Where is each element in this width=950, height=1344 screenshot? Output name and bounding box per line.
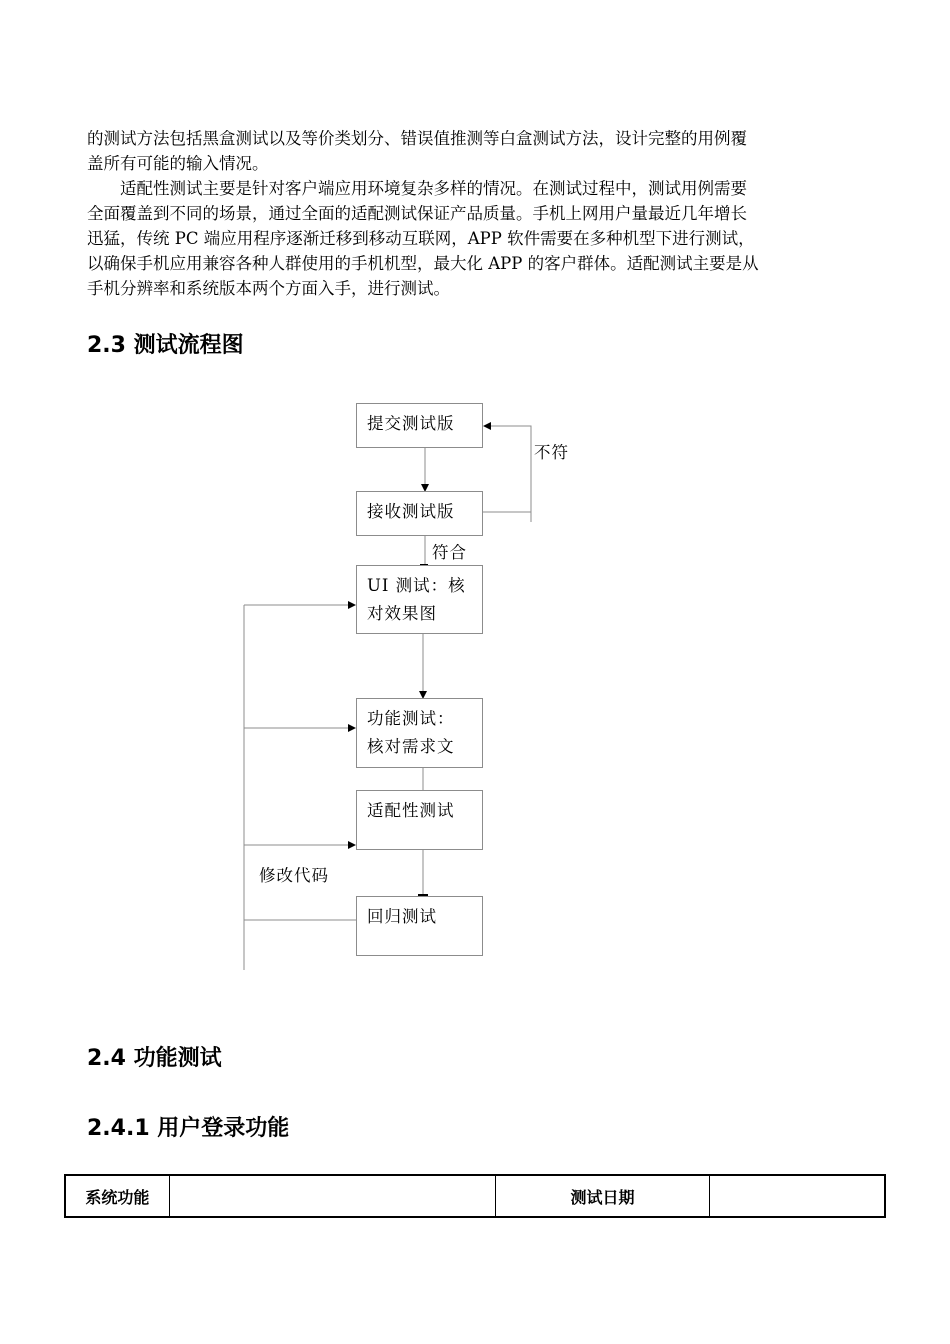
text-line: 盖所有可能的输入情况。 — [87, 154, 269, 173]
arrow-reject-loop — [483, 426, 531, 512]
text-line: 迅猛，传统 PC 端应用程序逐渐迁移到移动互联网，APP 软件需要在多种机型下进行测试， — [87, 229, 755, 248]
flow-label-fix-code: 修改代码 — [259, 866, 329, 885]
flow-box-label: 回归测试 — [367, 907, 437, 926]
flow-box-label: 核对需求文 — [367, 737, 455, 756]
flow-box-adapt-test — [356, 790, 483, 850]
flow-label-reject: 不符 — [534, 443, 569, 462]
flow-box-receive — [356, 491, 483, 536]
flow-box-regression-test — [356, 896, 483, 956]
flow-box-label: 提交测试版 — [367, 414, 455, 433]
flow-box-function-test — [356, 698, 483, 768]
text-line: 以确保手机应用兼容各种人群使用的手机机型，最大化 APP 的客户群体。适配测试主要是从 — [87, 254, 759, 273]
flow-box-label: 功能测试： — [367, 709, 455, 728]
flow-box-label: 接收测试版 — [367, 502, 455, 521]
flow-box-ui-test — [356, 565, 483, 634]
cell-test-date-label: 测试日期 — [496, 1175, 709, 1217]
section-heading-2-4: 2.4 功能测试 — [87, 1046, 222, 1071]
section-heading-2-3: 2.3 测试流程图 — [87, 333, 244, 358]
table-row — [65, 1175, 885, 1217]
flow-box-label: 对效果图 — [367, 604, 437, 623]
text-line: 的测试方法包括黑盒测试以及等价类划分、错误值推测等白盒测试方法，设计完整的用例覆 — [87, 129, 747, 148]
text-line: 手机分辨率和系统版本两个方面入手，进行测试。 — [87, 279, 450, 298]
text-line: 适配性测试主要是针对客户端应用环境复杂多样的情况。在测试过程中，测试用例需要 — [120, 179, 747, 198]
flow-box-label: UI 测试：核 — [367, 576, 466, 595]
cell-test-date-value — [709, 1175, 885, 1217]
cell-system-function-value — [169, 1175, 496, 1217]
cell-system-function-label: 系统功能 — [65, 1175, 169, 1217]
flow-box-submit — [356, 403, 483, 448]
text-line: 全面覆盖到不同的场景，通过全面的适配测试保证产品质量。手机上网用户量最近几年增长 — [87, 204, 747, 223]
flow-box-label: 适配性测试 — [367, 801, 455, 820]
test-record-table — [64, 1174, 886, 1218]
section-heading-2-4-1: 2.4.1 用户登录功能 — [87, 1116, 290, 1141]
flow-label-accept: 符合 — [432, 543, 467, 562]
